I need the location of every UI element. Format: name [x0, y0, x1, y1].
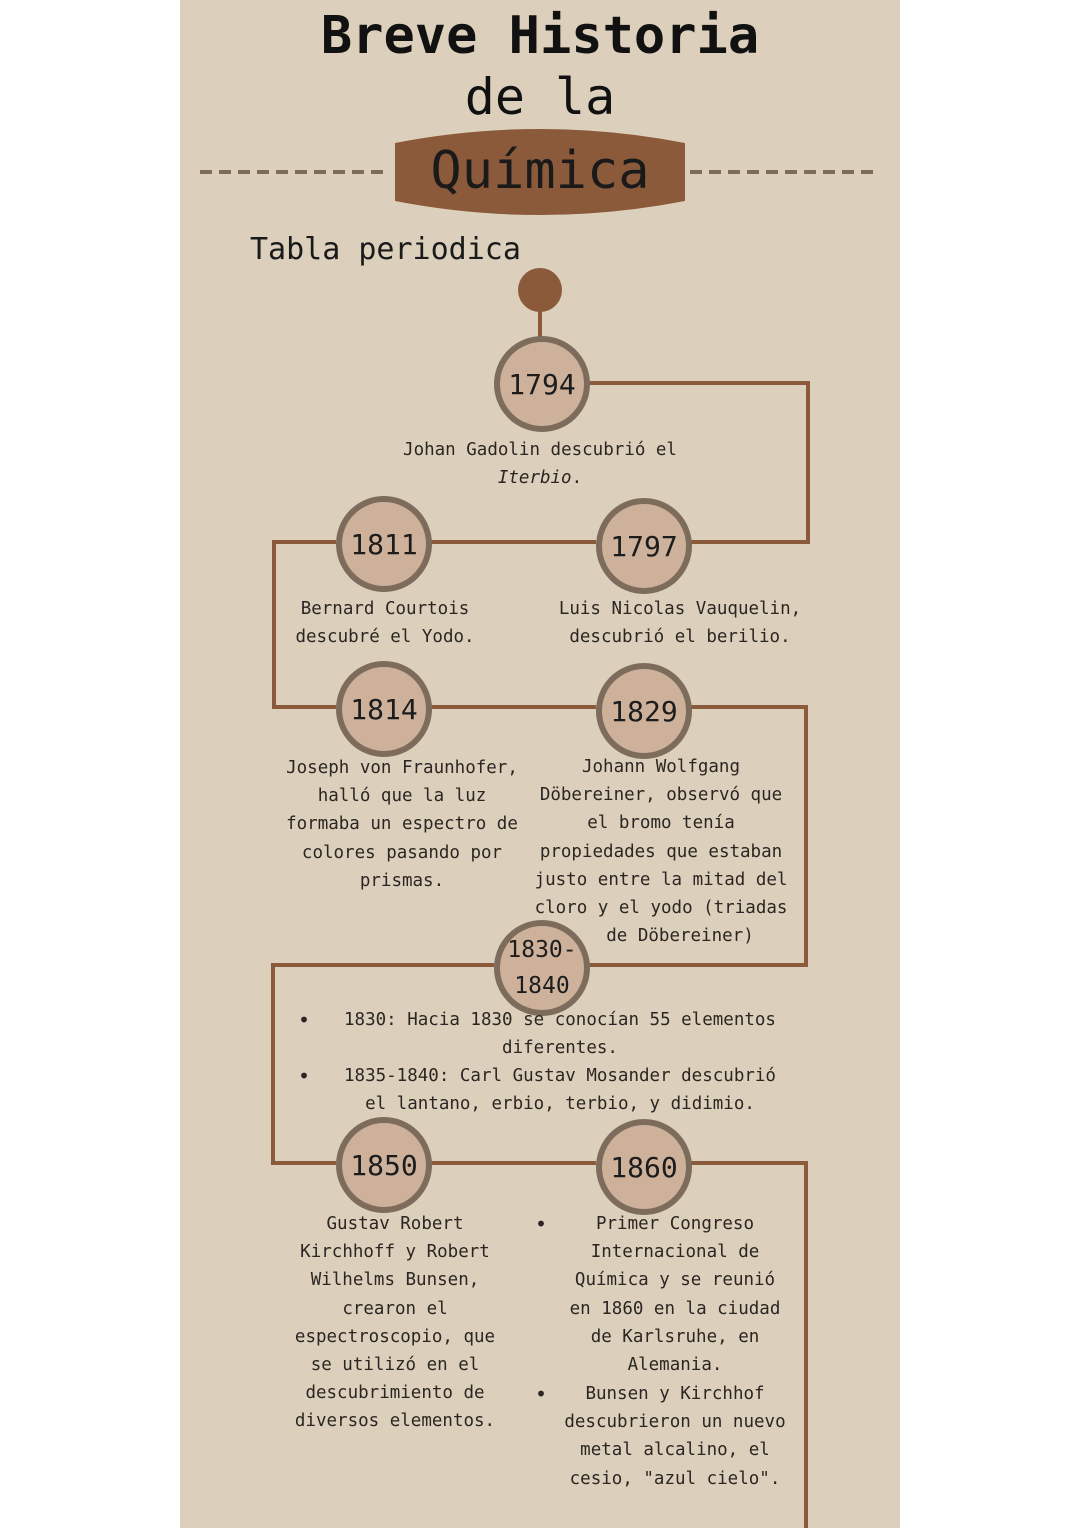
event-text-1829: [522, 753, 800, 950]
bullet-1830: [318, 1006, 802, 1062]
event-1794-element: Iterbio: [497, 468, 572, 489]
event-1850-line: espectroscopio, que: [294, 1326, 496, 1347]
bullet-1835-line: 1835-1840: Carl Gustav Mosander descubrió: [344, 1066, 776, 1086]
event-1814-line: colores pasando por: [301, 842, 503, 863]
year-node-1811: 1811: [336, 496, 432, 592]
event-1850-line: Kirchhoff y Robert: [300, 1242, 490, 1263]
title-line-1: Breve Historia: [320, 6, 760, 66]
event-1794-period: .: [571, 468, 583, 489]
bullet-1860-line: en 1860 en la ciudad: [569, 1298, 781, 1319]
year-1840: 1840: [514, 973, 570, 999]
year-node-1814: 1814: [336, 661, 432, 757]
event-1829-line: Johann Wolfgang: [581, 757, 741, 777]
bullet-icon: •: [535, 1212, 548, 1236]
event-text-1850: [275, 1210, 515, 1436]
event-text-1811: [270, 595, 500, 651]
year-node-1797: 1797: [596, 498, 692, 594]
event-1814-line: halló que la luz: [317, 786, 487, 807]
bullet-1860-line: Internacional de: [590, 1242, 760, 1263]
bullet-1860-line: Bunsen y Kirchhof: [585, 1384, 765, 1404]
bullet-1835: [318, 1062, 802, 1118]
bullet-1860-line: Alemania.: [627, 1355, 723, 1376]
bullet-1860-line: metal alcalino, el: [580, 1440, 770, 1461]
event-1850-line: Wilhelms Bunsen,: [310, 1270, 480, 1291]
event-1850-line: diversos elementos.: [294, 1411, 496, 1432]
event-1811-line: descubré el Yodo.: [295, 627, 475, 648]
bullet-1860-line: Química y se reunió: [574, 1270, 776, 1291]
bullet-1860-line: descubrieron un nuevo: [564, 1412, 786, 1433]
event-1850-line: descubrimiento de: [305, 1383, 485, 1404]
year-node-1829: 1829: [596, 663, 692, 759]
event-1829-line: justo entre la mitad del: [534, 869, 788, 890]
event-text-1814: [268, 754, 536, 895]
year-node-1860: 1860: [596, 1119, 692, 1215]
bullet-1830-line: 1830: Hacia 1830 se conocían 55 elementos: [344, 1010, 776, 1030]
bullet-1860-congress: [550, 1210, 800, 1379]
title-line-2: de la: [464, 68, 616, 126]
section-label: Tabla periodica: [250, 232, 521, 267]
event-1797-line: Luis Nicolas Vauquelin,: [558, 599, 802, 619]
event-1850-line: Gustav Robert: [326, 1214, 464, 1234]
event-1829-line: el bromo tenía: [587, 813, 735, 834]
bullet-1860-line: cesio, "azul cielo".: [569, 1468, 781, 1489]
event-1814-line: prismas.: [359, 870, 445, 891]
event-text-1797: [530, 595, 830, 651]
bullet-icon: •: [535, 1382, 548, 1406]
bullet-1860-line: de Karlsruhe, en: [590, 1326, 760, 1347]
bullet-1835-line: el lantano, erbio, terbio, y didimio.: [365, 1094, 755, 1115]
event-1850-line: se utilizó en el: [310, 1355, 480, 1376]
event-1794-line: Johan Gadolin descubrió el: [403, 440, 677, 460]
event-1829-line: de Döbereiner): [606, 926, 754, 947]
event-1829-line: Döbereiner, observó que: [539, 785, 783, 806]
event-1811-line: Bernard Courtois: [300, 599, 470, 619]
event-1814-line: formaba un espectro de: [286, 814, 518, 835]
event-1829-line: propiedades que estaban: [539, 841, 783, 862]
timeline-start-dot: [518, 268, 562, 312]
event-1797-line: descubrió el berilio.: [569, 627, 791, 648]
event-1850-line: crearon el: [342, 1298, 448, 1319]
event-text-1794: [380, 436, 700, 492]
bullet-1860-line: Primer Congreso: [595, 1214, 755, 1234]
event-1829-line: cloro y el yodo (triadas: [534, 898, 788, 919]
event-1794-line-2: [380, 464, 700, 492]
year-1830: 1830-: [507, 937, 577, 963]
bullet-icon: •: [298, 1008, 311, 1032]
year-node-1850: 1850: [336, 1117, 432, 1213]
year-node-1794: 1794: [494, 336, 590, 432]
bullet-1830-line: diferentes.: [502, 1038, 618, 1059]
bullet-1860-cesium: [550, 1380, 800, 1493]
title-banner-label: Química: [430, 141, 650, 201]
bullet-icon: •: [298, 1064, 311, 1088]
event-1814-line: Joseph von Fraunhofer,: [286, 758, 518, 778]
year-node-1830-1840: [494, 920, 590, 1016]
